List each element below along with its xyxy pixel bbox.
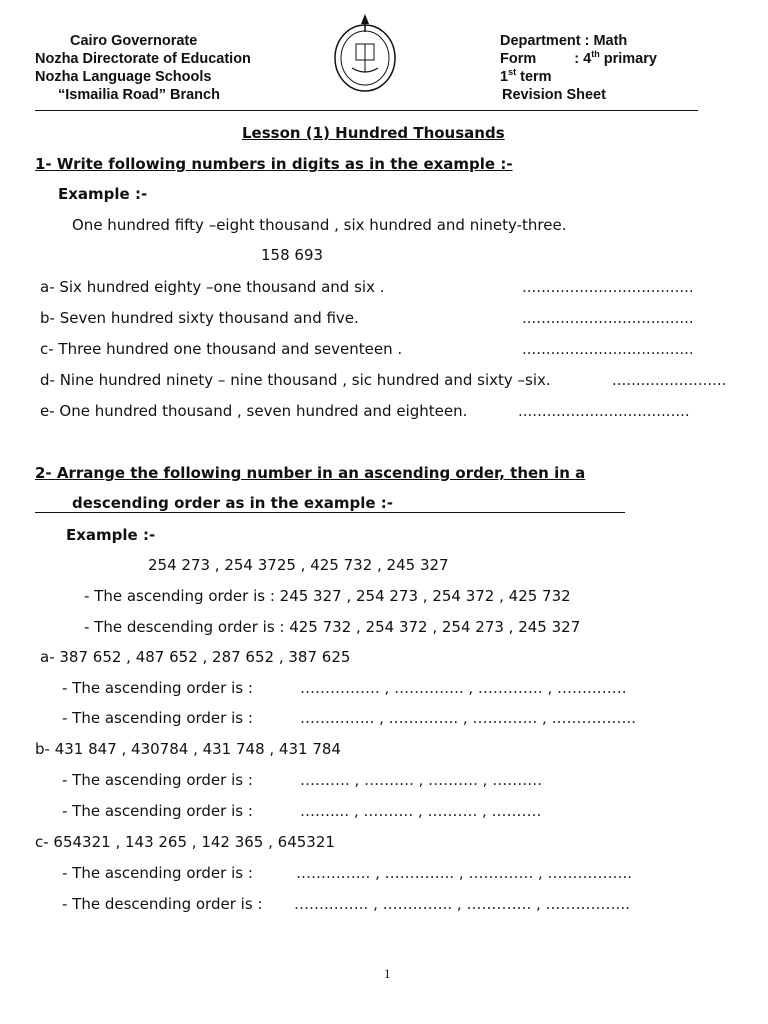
q2-set-c-line-1-label: - The ascending order is : (62, 864, 253, 882)
q2-set-c-line-2-blank[interactable]: …….…….. , ………….. , …………. , …………….. (294, 895, 631, 913)
school-logo (330, 10, 400, 94)
q1-item-c-blank[interactable]: .................................... (522, 340, 694, 358)
q2-set-c-line-2-label: - The descending order is : (62, 895, 263, 913)
q2-set-a-line-2-label: - The ascending order is : (62, 709, 253, 727)
lesson-title: Lesson (1) Hundred Thousands (242, 124, 505, 142)
q1-item-b-blank[interactable]: .................................... (522, 309, 694, 327)
q1-title: 1- Write following numbers in digits as in the example :- (35, 155, 513, 173)
header-line-1: Cairo Governorate (70, 33, 198, 49)
header-revision-sheet: Revision Sheet (502, 87, 606, 103)
q1-example-label: Example :- (58, 185, 148, 203)
header-department: Department : Math (500, 33, 628, 49)
q1-item-a: a- Six hundred eighty –one thousand and six . (40, 278, 385, 296)
q1-example-answer: 158 693 (261, 246, 324, 264)
header-divider (35, 110, 698, 111)
q2-set-b-line-2-label: - The ascending order is : (62, 802, 253, 820)
q2-example-ascending: - The ascending order is : 245 327 , 254 273 , 254 372 , 425 732 (84, 587, 571, 605)
q2-set-c-numbers: c- 654321 , 143 265 , 142 365 , 645321 (35, 833, 335, 851)
q2-example-descending: - The descending order is : 425 732 , 254 372 , 254 273 , 245 327 (84, 618, 581, 636)
q1-example-text: One hundred fifty –eight thousand , six hundred and ninety-three. (72, 216, 567, 234)
header-line-4: “Ismailia Road” Branch (58, 87, 220, 103)
q2-set-a-line-1-label: - The ascending order is : (62, 679, 253, 697)
q2-set-c-line-1-blank[interactable]: …….…….. , ………….. , …………. , …………….. (296, 864, 633, 882)
header-form: Form : 4th primary (500, 49, 657, 67)
q2-title-line-1: 2- Arrange the following number in an ascending order, then in a (35, 464, 586, 482)
q1-item-e: e- One hundred thousand , seven hundred and eighteen. (40, 402, 468, 420)
q1-item-d-blank[interactable]: ........................ (612, 371, 727, 389)
q2-title-underline (35, 512, 625, 513)
q1-item-c: c- Three hundred one thousand and seventeen . (40, 340, 403, 358)
header-line-3: Nozha Language Schools (35, 69, 212, 85)
page-number: 1 (384, 966, 391, 981)
q2-set-b-numbers: b- 431 847 , 430784 , 431 748 , 431 784 (35, 740, 341, 758)
q2-set-a-line-2-blank[interactable]: …….…….. , ………….. , …………. , …………….. (300, 709, 637, 727)
q2-set-a-numbers: a- 387 652 , 487 652 , 287 652 , 387 625 (40, 648, 351, 666)
q1-item-e-blank[interactable]: .................................... (518, 402, 690, 420)
q2-title-line-2: descending order as in the example :- (72, 494, 393, 512)
q2-example-label: Example :- (66, 526, 156, 544)
q1-item-a-blank[interactable]: .................................... (522, 278, 694, 296)
q2-set-b-line-1-blank[interactable]: ………. , ………. , ………. , ………. (300, 771, 542, 789)
q2-example-numbers: 254 273 , 254 3725 , 425 732 , 245 327 (148, 556, 449, 574)
q1-item-b: b- Seven hundred sixty thousand and five. (40, 309, 359, 327)
header-term: 1st term (500, 67, 552, 85)
header-line-2: Nozha Directorate of Education (35, 51, 251, 67)
q2-set-b-line-1-label: - The ascending order is : (62, 771, 253, 789)
q2-set-b-line-2-blank[interactable]: …….... , ………. , ………. , ………. (300, 802, 542, 820)
q2-set-a-line-1-blank[interactable]: ……………. , ………….. , …………. , …….……. (300, 679, 627, 697)
q1-item-d: d- Nine hundred ninety – nine thousand , sic hundred and sixty –six. (40, 371, 551, 389)
